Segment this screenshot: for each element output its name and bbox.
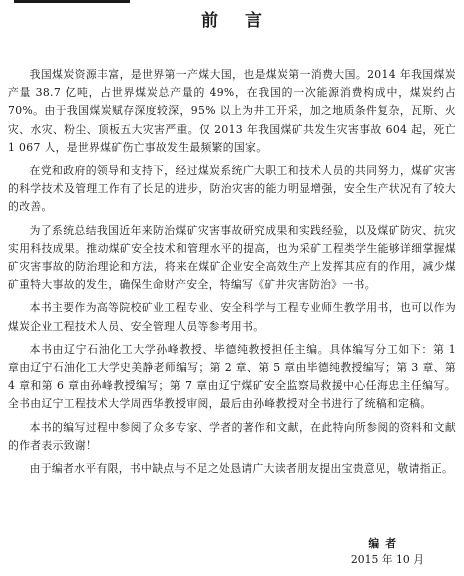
paragraph: 在党和政府的领导和支持下，经过煤炭系统广大职工和技术人员的共同努力，煤矿灾害的科学技术及管理工作有了长足的进步，防治灾害的能力明显增强，安全生产状况有了较大的改善。 bbox=[8, 164, 456, 214]
paragraph: 由于编者水平有限，书中缺点与不足之处恳请广大读者朋友提出宝贵意见，敬请指正。 bbox=[29, 462, 454, 476]
header-rule bbox=[14, 0, 130, 3]
paragraph: 本书主要作为高等院校矿业工程专业、安全科学与工程专业师生教学用书，也可以作为煤炭企业工程技术人员、安全管理人员等参考用书。 bbox=[8, 301, 456, 333]
paragraph: 我国煤炭资源丰富，是世界第一产煤大国，也是煤炭第一消费大国。2014 年我国煤炭产量 38.7 亿吨，占世界煤炭总产量的 49%，在我国的一次能源消费构成中，煤炭约占 70%。由于我国煤炭赋存深度较深，95% 以上为井工开采，加之地质条件复杂，瓦斯、火灾、水灾、粉尘、顶板五大灾害严重。仅 2013 年我国煤矿共发生灾害事故 604 起，死亡 1 067 人，是世界煤矿伤亡事故发生最频繁的国家。 bbox=[8, 68, 456, 154]
page-title bbox=[0, 6, 464, 31]
paragraph: 本书的编写过程中参阅了众多专家、学者的著作和文献，在此特向所参阅的资料和文献的作者表示致谢！ bbox=[8, 420, 456, 452]
paragraph: 为了系统总结我国近年来防治煤矿灾害事故研究成果和实践经验，以及煤矿防灾、抗灾实用科技成果。推动煤矿安全技术和管理水平的提高，也为采矿工程类学生能够详细掌握煤矿灾害事故的防治理论和方法，将来在煤矿企业安全高效生产上发挥其应有的作用，减少煤矿重特大事故的发生，确保生命财产安全，特编写《矿井灾害防治》一书。 bbox=[8, 223, 456, 292]
signature-block bbox=[351, 536, 424, 568]
paragraph: 本书由辽宁石油化工大学孙峰教授、毕德纯教授担任主编。具体编写分工如下：第 1 章由辽宁石油化工大学史美静老师编写；第 2 章、第 5 章由毕德纯教授编写；第 3 章、第 4 章和第 6 章由孙峰教授编写；第 7 章由辽宁煤矿安全监察局救援中心任海忠主任编写。全书由辽宁工程技术大学周西华教授审阅，最后由孙峰教授对全书进行了统稿和定稿。 bbox=[8, 342, 456, 411]
signature-date: 2015 年 10 月 bbox=[350, 553, 424, 566]
preface-body bbox=[8, 66, 456, 483]
title-char-2: 言 bbox=[245, 11, 263, 31]
title-char-1: 前 bbox=[201, 11, 219, 31]
signature-author: 编者 bbox=[368, 537, 402, 550]
